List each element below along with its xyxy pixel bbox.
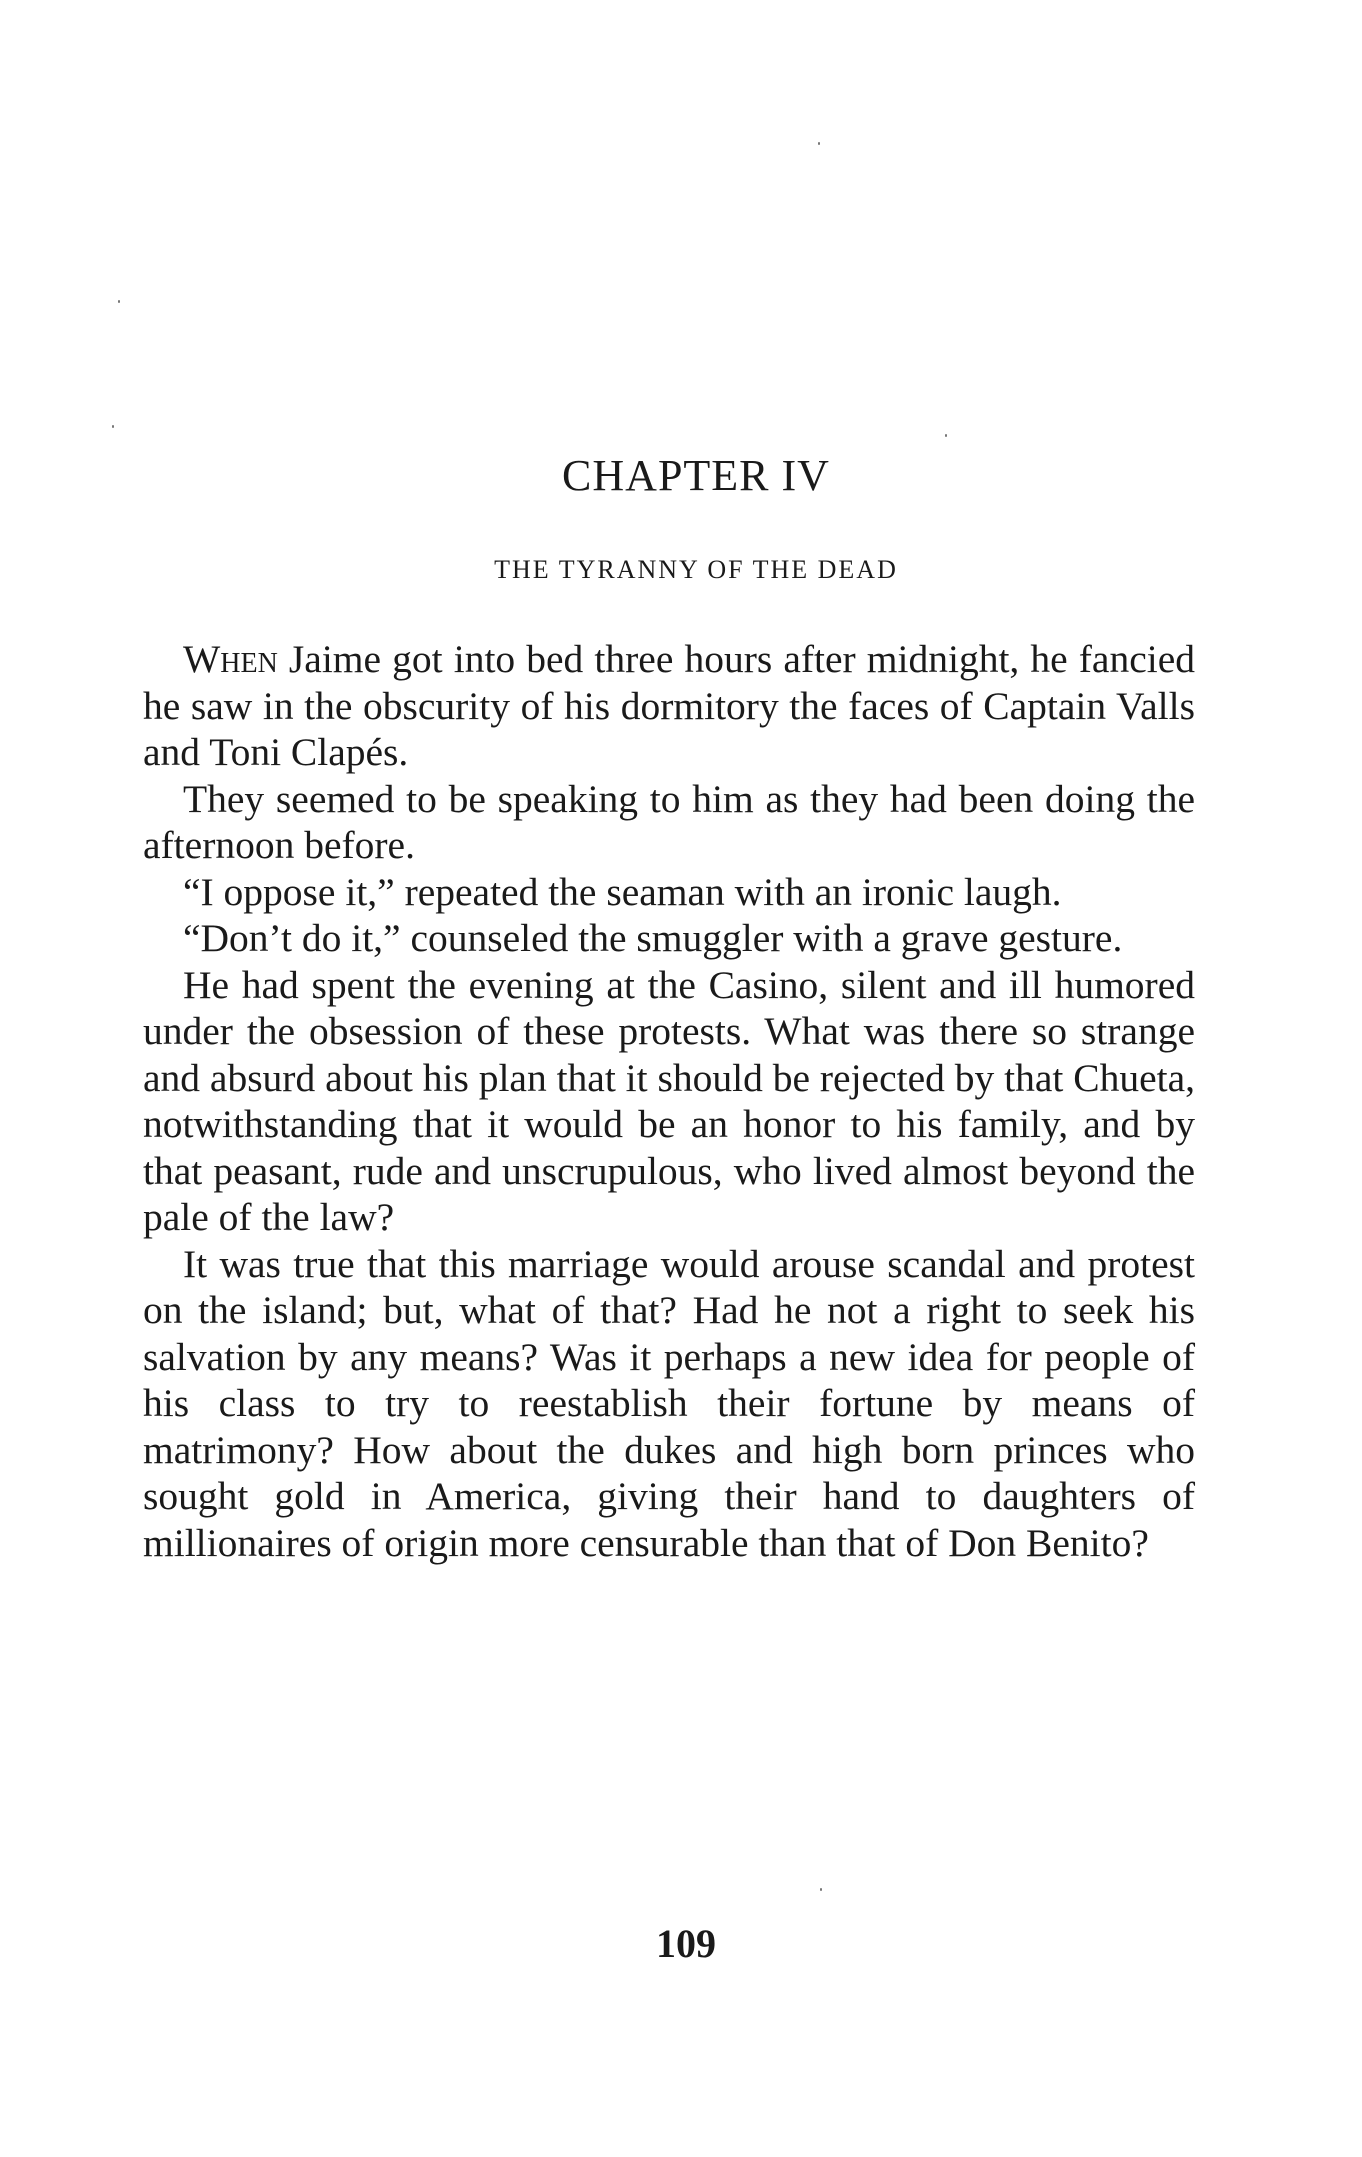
scan-speck: [820, 1888, 822, 1891]
chapter-subtitle: THE TYRANNY OF THE DEAD: [494, 555, 898, 584]
scan-speck: [818, 142, 820, 145]
paragraph: “Don’t do it,” counseled the smuggler with a grave gesture.: [183, 916, 1123, 960]
page-number: 109: [656, 1921, 716, 1966]
scan-speck: [118, 300, 120, 303]
scan-speck: [112, 425, 114, 428]
scan-speck: [945, 434, 947, 437]
paragraph: He had spent the evening at the Casino, silent and ill humored under the obsession of these protests. What was there so strange and absurd about his plan that it should be rejected by that Chueta, notwithstanding that it would be an honor to his family, and by that peasant, rude and unscrupulous, who lived almost beyond the pale of the law?: [143, 962, 1195, 1239]
chapter-title: CHAPTER IV: [562, 451, 830, 500]
paragraph: “I oppose it,” repeated the seaman with an ironic laugh.: [183, 869, 1062, 914]
chapter-body: [143, 636, 1195, 1566]
paragraph-lead-word: When: [183, 637, 278, 681]
paragraph: It was true that this marriage would arouse scandal and protest on the island; but, what of that? Had he not a right to seek his salvation by any means? Was it perhaps a new idea for people of his class to try to reestablish their fortune by means of matrimony? How about the dukes and high born princes who sought gold in America, giving their hand to daughters of millionaires of origin more censurable than that of Don Benito?: [143, 1241, 1195, 1565]
paragraph: They seemed to be speaking to him as they had been doing the afternoon before.: [143, 776, 1195, 867]
paragraph-text: Jaime got into bed three hours after midnight, he fancied he saw in the obscurity of his dormitory the faces of Captain Valls and Toni Clapés.: [143, 637, 1195, 774]
paragraph: [143, 636, 1195, 776]
